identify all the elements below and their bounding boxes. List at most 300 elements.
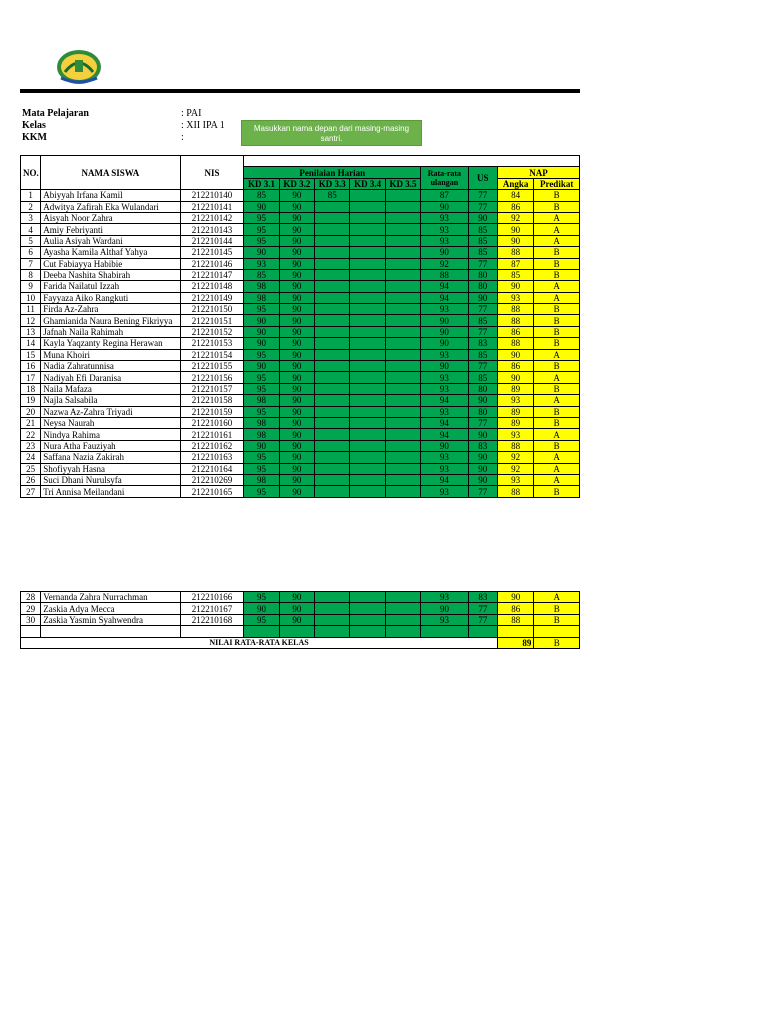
- cell-kd-3-4: [350, 383, 385, 394]
- cell-angka: 88: [497, 440, 533, 451]
- cell-no: 15: [21, 349, 41, 360]
- student-row: [21, 406, 580, 417]
- cell-rata-rata: 93: [421, 463, 469, 474]
- cell-kd-3-2: 90: [279, 269, 314, 280]
- cell-kd-3-2: 90: [279, 486, 314, 497]
- cell-nama: Jafnah Naila Rahimah: [41, 326, 180, 337]
- cell-kd-3-3: [315, 406, 350, 417]
- cell-angka: 90: [497, 372, 533, 383]
- col-nama-header: NAMA SISWA: [41, 156, 180, 190]
- cell-kd-3-4: [350, 592, 385, 603]
- cell-kd-3-2: 90: [279, 326, 314, 337]
- cell-no: 16: [21, 361, 41, 372]
- cell-kd-3-2: 90: [279, 417, 314, 428]
- cell-kd-3-3: [315, 224, 350, 235]
- kd-3-3-header: KD 3.3: [315, 178, 350, 189]
- cell-angka: 88: [497, 304, 533, 315]
- value-kelas: : XII IPA 1: [181, 120, 225, 131]
- grades-table: [20, 155, 580, 498]
- cell-kd-3-5: [385, 372, 420, 383]
- cell-nis: 212210156: [180, 372, 244, 383]
- cell-kd-3-3: [315, 258, 350, 269]
- cell-nama: Nazwa Az-Zahra Triyadi: [41, 406, 180, 417]
- cell-no: 12: [21, 315, 41, 326]
- cell-kd-3-4: [350, 440, 385, 451]
- cell-no: 18: [21, 383, 41, 394]
- cell-nis: 212210148: [180, 281, 244, 292]
- cell-kd-3-4: [350, 281, 385, 292]
- cell-rata-rata: 90: [421, 326, 469, 337]
- empty-cell: [21, 626, 41, 637]
- cell-rata-rata: 93: [421, 383, 469, 394]
- cell-predikat: A: [534, 395, 580, 406]
- student-row: [21, 440, 580, 451]
- cell-angka: 88: [497, 247, 533, 258]
- cell-kd-3-3: [315, 315, 350, 326]
- label-kelas: Kelas: [22, 120, 46, 131]
- cell-us: 85: [468, 224, 497, 235]
- empty-cell: [180, 626, 244, 637]
- cell-angka: 92: [497, 463, 533, 474]
- cell-no: 29: [21, 603, 41, 614]
- cell-kd-3-3: [315, 326, 350, 337]
- cell-predikat: A: [534, 349, 580, 360]
- cell-angka: 85: [497, 269, 533, 280]
- cell-kd-3-4: [350, 235, 385, 246]
- cell-angka: 93: [497, 474, 533, 485]
- cell-kd-3-1: 95: [244, 592, 279, 603]
- cell-angka: 86: [497, 326, 533, 337]
- cell-nama: Neysa Naurah: [41, 417, 180, 428]
- cell-angka: 87: [497, 258, 533, 269]
- cell-predikat: A: [534, 281, 580, 292]
- cell-predikat: B: [534, 338, 580, 349]
- cell-nis: 212210157: [180, 383, 244, 394]
- cell-angka: 90: [498, 592, 534, 603]
- cell-kd-3-2: 90: [279, 224, 314, 235]
- kd-3-2-header: KD 3.2: [279, 178, 314, 189]
- cell-us: 77: [468, 201, 497, 212]
- cell-predikat: B: [534, 361, 580, 372]
- cell-nis: 212210159: [180, 406, 244, 417]
- cell-kd-3-3: [315, 395, 350, 406]
- cell-kd-3-4: [350, 486, 385, 497]
- student-row: [21, 452, 580, 463]
- cell-kd-3-1: 95: [244, 224, 279, 235]
- cell-nis: 212210161: [180, 429, 244, 440]
- cell-kd-3-1: 98: [244, 417, 279, 428]
- cell-angka: 90: [497, 281, 533, 292]
- cell-kd-3-1: 95: [244, 349, 279, 360]
- empty-cell: [534, 626, 580, 637]
- cell-kd-3-1: 95: [244, 486, 279, 497]
- cell-nama: Firda Az-Zahra: [41, 304, 180, 315]
- cell-no: 7: [21, 258, 41, 269]
- cell-rata-rata: 93: [421, 452, 469, 463]
- cell-kd-3-3: [315, 361, 350, 372]
- cell-rata-rata: 93: [421, 304, 469, 315]
- cell-rata-rata: 93: [421, 349, 469, 360]
- cell-nis: 212210142: [180, 212, 244, 223]
- cell-us: 77: [468, 417, 497, 428]
- cell-us: 85: [468, 372, 497, 383]
- cell-kd-3-3: [315, 614, 350, 625]
- cell-kd-3-1: 90: [244, 440, 279, 451]
- cell-us: 85: [468, 315, 497, 326]
- cell-nama: Vernanda Zahra Nurrachman: [41, 592, 180, 603]
- predikat-header: Predikat: [534, 178, 580, 189]
- cell-rata-rata: 93: [421, 235, 469, 246]
- cell-predikat: A: [534, 372, 580, 383]
- cell-us: 83: [468, 440, 497, 451]
- cell-nama: Saffana Nazia Zakirah: [41, 452, 180, 463]
- cell-no: 25: [21, 463, 41, 474]
- cell-kd-3-3: [315, 201, 350, 212]
- empty-cell: [315, 626, 350, 637]
- cell-nama: Muna Khoiri: [41, 349, 180, 360]
- cell-kd-3-4: [350, 247, 385, 258]
- student-row: [21, 281, 580, 292]
- cell-kd-3-1: 95: [244, 383, 279, 394]
- cell-kd-3-3: [315, 463, 350, 474]
- cell-no: 3: [21, 212, 41, 223]
- cell-kd-3-5: [385, 417, 420, 428]
- cell-kd-3-5: [385, 258, 420, 269]
- cell-kd-3-4: [350, 429, 385, 440]
- cell-nis: 212210269: [180, 474, 244, 485]
- cell-kd-3-2: 90: [279, 190, 314, 201]
- cell-kd-3-5: [385, 326, 420, 337]
- cell-kd-3-4: [350, 212, 385, 223]
- student-row: [21, 315, 580, 326]
- cell-us: 85: [468, 235, 497, 246]
- cell-nama: Naila Mafaza: [41, 383, 180, 394]
- cell-nama: Amiy Febriyanti: [41, 224, 180, 235]
- cell-predikat: A: [534, 429, 580, 440]
- cell-kd-3-4: [350, 474, 385, 485]
- cell-kd-3-3: 85: [315, 190, 350, 201]
- cell-kd-3-5: [385, 212, 420, 223]
- cell-kd-3-5: [385, 429, 420, 440]
- cell-predikat: B: [534, 417, 580, 428]
- cell-kd-3-2: 90: [279, 406, 314, 417]
- cell-kd-3-1: 90: [244, 326, 279, 337]
- cell-no: 11: [21, 304, 41, 315]
- value-mata-pelajaran: : PAI: [181, 108, 202, 119]
- kd-3-1-header: KD 3.1: [244, 178, 279, 189]
- cell-kd-3-1: 98: [244, 429, 279, 440]
- cell-nama: Ghamianida Naura Bening Fikriyya: [41, 315, 180, 326]
- school-emblem-logo: [55, 48, 103, 86]
- cell-kd-3-5: [385, 463, 420, 474]
- cell-predikat: B: [534, 304, 580, 315]
- cell-angka: 89: [497, 383, 533, 394]
- cell-nama: Cut Fabiayya Habibie: [41, 258, 180, 269]
- cell-kd-3-2: 90: [279, 440, 314, 451]
- cell-rata-rata: 94: [421, 281, 469, 292]
- cell-no: 23: [21, 440, 41, 451]
- cell-us: 80: [468, 383, 497, 394]
- cell-predikat: B: [534, 269, 580, 280]
- nap-header: NAP: [497, 167, 579, 178]
- col-no-header: NO.: [21, 156, 41, 190]
- cell-no: 26: [21, 474, 41, 485]
- student-row: [21, 463, 580, 474]
- cell-rata-rata: 88: [421, 269, 469, 280]
- cell-rata-rata: 90: [421, 603, 469, 614]
- cell-kd-3-3: [315, 304, 350, 315]
- cell-no: 6: [21, 247, 41, 258]
- cell-kd-3-1: 95: [244, 614, 279, 625]
- cell-kd-3-2: 90: [279, 247, 314, 258]
- cell-nama: Kayla Yaqzanty Regina Herawan: [41, 338, 180, 349]
- penilaian-harian-header: Penilaian Harian: [244, 167, 421, 178]
- cell-us: 77: [468, 258, 497, 269]
- student-row: [21, 349, 580, 360]
- instruction-note: Masukkan nama depan dari masing-masing santri.: [241, 120, 422, 146]
- cell-rata-rata: 90: [421, 440, 469, 451]
- cell-nis: 212210163: [180, 452, 244, 463]
- cell-us: 77: [468, 326, 497, 337]
- cell-predikat: B: [534, 614, 580, 625]
- cell-no: 17: [21, 372, 41, 383]
- cell-nis: 212210160: [180, 417, 244, 428]
- cell-kd-3-5: [385, 474, 420, 485]
- cell-kd-3-3: [315, 383, 350, 394]
- cell-nis: 212210155: [180, 361, 244, 372]
- cell-rata-rata: 90: [421, 315, 469, 326]
- student-row: [21, 224, 580, 235]
- cell-predikat: B: [534, 486, 580, 497]
- student-row: [21, 212, 580, 223]
- cell-kd-3-3: [315, 429, 350, 440]
- cell-kd-3-3: [315, 452, 350, 463]
- cell-us: 83: [468, 338, 497, 349]
- cell-kd-3-1: 95: [244, 304, 279, 315]
- student-row: [21, 247, 580, 258]
- cell-kd-3-3: [315, 247, 350, 258]
- student-row: [21, 486, 580, 497]
- student-row: [21, 474, 580, 485]
- cell-no: 14: [21, 338, 41, 349]
- cell-nama: Nindya Rahima: [41, 429, 180, 440]
- cell-kd-3-2: 90: [279, 349, 314, 360]
- cell-kd-3-4: [350, 304, 385, 315]
- cell-kd-3-4: [350, 190, 385, 201]
- student-row: [21, 395, 580, 406]
- cell-nama: Nadiyah Efi Daranisa: [41, 372, 180, 383]
- cell-kd-3-4: [350, 463, 385, 474]
- cell-rata-rata: 93: [421, 592, 469, 603]
- cell-kd-3-5: [385, 440, 420, 451]
- cell-predikat: A: [534, 212, 580, 223]
- cell-kd-3-2: 90: [279, 258, 314, 269]
- cell-kd-3-1: 85: [244, 190, 279, 201]
- cell-us: 80: [468, 269, 497, 280]
- cell-kd-3-1: 85: [244, 269, 279, 280]
- cell-angka: 88: [498, 614, 534, 625]
- cell-rata-rata: 93: [421, 372, 469, 383]
- cell-angka: 93: [497, 395, 533, 406]
- student-row: [21, 417, 580, 428]
- empty-cell: [498, 626, 534, 637]
- student-row: [21, 258, 580, 269]
- cell-predikat: B: [534, 326, 580, 337]
- cell-kd-3-4: [350, 452, 385, 463]
- cell-predikat: B: [534, 406, 580, 417]
- cell-angka: 93: [497, 292, 533, 303]
- value-kkm: :: [181, 132, 184, 143]
- cell-kd-3-3: [315, 592, 350, 603]
- cell-kd-3-5: [385, 614, 420, 625]
- cell-nama: Abiyyah Irfana Kamil: [41, 190, 180, 201]
- cell-nis: 212210140: [180, 190, 244, 201]
- class-average-angka: 89: [498, 637, 534, 648]
- cell-us: 77: [468, 486, 497, 497]
- cell-kd-3-3: [315, 292, 350, 303]
- class-average-label: NILAI RATA-RATA KELAS: [21, 637, 498, 648]
- cell-no: 9: [21, 281, 41, 292]
- rata-rata-header: Rata-rata ulangan: [421, 167, 469, 190]
- cell-kd-3-4: [350, 326, 385, 337]
- cell-no: 2: [21, 201, 41, 212]
- cell-us: 83: [468, 592, 497, 603]
- student-row: [21, 201, 580, 212]
- cell-no: 13: [21, 326, 41, 337]
- cell-nis: 212210167: [180, 603, 244, 614]
- cell-kd-3-1: 95: [244, 235, 279, 246]
- cell-nis: 212210153: [180, 338, 244, 349]
- cell-kd-3-3: [315, 269, 350, 280]
- cell-kd-3-2: 90: [279, 281, 314, 292]
- cell-kd-3-5: [385, 247, 420, 258]
- cell-nis: 212210146: [180, 258, 244, 269]
- cell-kd-3-4: [350, 258, 385, 269]
- cell-nama: Adwitya Zafirah Eka Wulandari: [41, 201, 180, 212]
- cell-rata-rata: 94: [421, 292, 469, 303]
- cell-kd-3-4: [350, 361, 385, 372]
- cell-rata-rata: 94: [421, 474, 469, 485]
- cell-kd-3-2: 90: [279, 474, 314, 485]
- cell-kd-3-1: 98: [244, 292, 279, 303]
- cell-kd-3-3: [315, 417, 350, 428]
- cell-kd-3-2: 90: [279, 304, 314, 315]
- cell-angka: 92: [497, 452, 533, 463]
- cell-angka: 86: [497, 361, 533, 372]
- student-row: [21, 383, 580, 394]
- cell-predikat: B: [534, 190, 580, 201]
- cell-angka: 84: [497, 190, 533, 201]
- cell-kd-3-1: 98: [244, 474, 279, 485]
- cell-nis: 212210158: [180, 395, 244, 406]
- cell-kd-3-1: 90: [244, 247, 279, 258]
- cell-predikat: A: [534, 235, 580, 246]
- cell-kd-3-1: 95: [244, 212, 279, 223]
- cell-kd-3-2: 90: [279, 235, 314, 246]
- cell-nis: 212210144: [180, 235, 244, 246]
- cell-nama: Najla Salsabila: [41, 395, 180, 406]
- cell-predikat: B: [534, 440, 580, 451]
- cell-kd-3-4: [350, 417, 385, 428]
- cell-nis: 212210150: [180, 304, 244, 315]
- cell-kd-3-5: [385, 603, 420, 614]
- cell-nis: 212210147: [180, 269, 244, 280]
- cell-rata-rata: 94: [421, 395, 469, 406]
- cell-no: 27: [21, 486, 41, 497]
- student-row: [21, 429, 580, 440]
- cell-nama: Aulia Asiyah Wardani: [41, 235, 180, 246]
- cell-no: 4: [21, 224, 41, 235]
- empty-cell: [244, 626, 279, 637]
- cell-rata-rata: 94: [421, 429, 469, 440]
- cell-rata-rata: 93: [421, 406, 469, 417]
- cell-rata-rata: 92: [421, 258, 469, 269]
- cell-us: 90: [468, 463, 497, 474]
- cell-kd-3-1: 98: [244, 395, 279, 406]
- student-row: [21, 269, 580, 280]
- cell-angka: 90: [497, 224, 533, 235]
- cell-rata-rata: 90: [421, 201, 469, 212]
- student-row: [21, 592, 580, 603]
- cell-kd-3-1: 98: [244, 281, 279, 292]
- cell-us: 80: [468, 281, 497, 292]
- cell-kd-3-3: [315, 440, 350, 451]
- cell-no: 10: [21, 292, 41, 303]
- cell-nis: 212210165: [180, 486, 244, 497]
- cell-kd-3-3: [315, 349, 350, 360]
- cell-kd-3-5: [385, 349, 420, 360]
- cell-kd-3-2: 90: [279, 292, 314, 303]
- cell-kd-3-3: [315, 474, 350, 485]
- cell-predikat: A: [534, 452, 580, 463]
- cell-nis: 212210166: [180, 592, 244, 603]
- cell-nama: Ayasha Kamila Althaf Yahya: [41, 247, 180, 258]
- cell-kd-3-3: [315, 372, 350, 383]
- cell-kd-3-4: [350, 349, 385, 360]
- cell-us: 90: [468, 474, 497, 485]
- cell-no: 19: [21, 395, 41, 406]
- cell-kd-3-1: 95: [244, 372, 279, 383]
- kd-3-5-header: KD 3.5: [385, 178, 420, 189]
- cell-us: 90: [468, 429, 497, 440]
- cell-no: 28: [21, 592, 41, 603]
- cell-kd-3-1: 90: [244, 338, 279, 349]
- cell-kd-3-5: [385, 592, 420, 603]
- cell-angka: 89: [497, 406, 533, 417]
- cell-no: 22: [21, 429, 41, 440]
- label-mata-pelajaran: Mata Pelajaran: [22, 108, 89, 119]
- cell-kd-3-4: [350, 224, 385, 235]
- cell-kd-3-3: [315, 235, 350, 246]
- cell-kd-3-5: [385, 383, 420, 394]
- cell-kd-3-2: 90: [279, 395, 314, 406]
- student-row: [21, 614, 580, 625]
- cell-kd-3-5: [385, 281, 420, 292]
- cell-nis: 212210149: [180, 292, 244, 303]
- cell-kd-3-5: [385, 224, 420, 235]
- cell-kd-3-4: [350, 406, 385, 417]
- student-row: [21, 292, 580, 303]
- class-average-predikat: B: [534, 637, 580, 648]
- cell-rata-rata: 90: [421, 338, 469, 349]
- student-row: [21, 326, 580, 337]
- empty-cell: [468, 626, 497, 637]
- cell-kd-3-5: [385, 315, 420, 326]
- cell-angka: 88: [497, 486, 533, 497]
- empty-cell: [385, 626, 420, 637]
- cell-us: 85: [468, 349, 497, 360]
- cell-predikat: B: [534, 258, 580, 269]
